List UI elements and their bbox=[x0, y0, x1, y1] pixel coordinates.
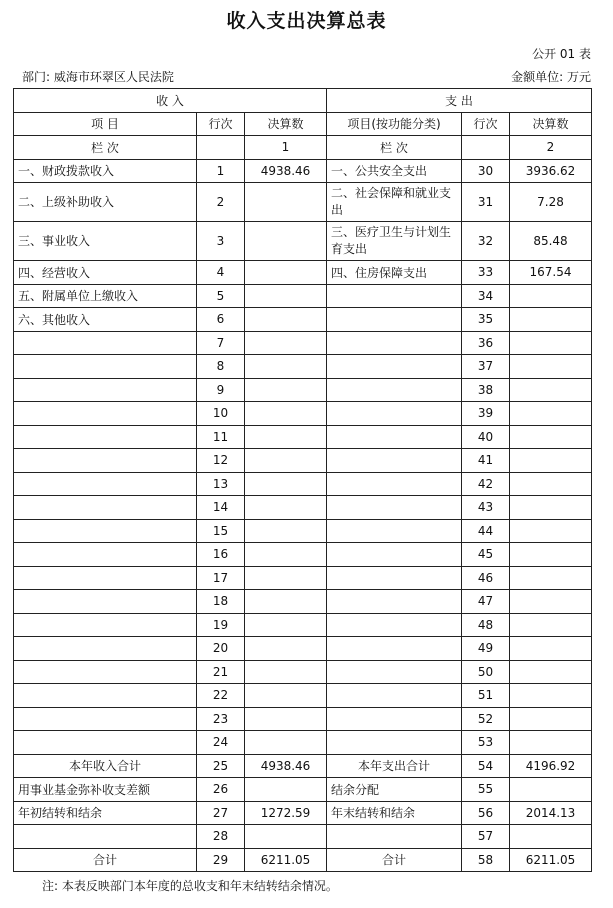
income-item-cell: 合计 bbox=[14, 848, 197, 872]
income-amount-cell: 4938.46 bbox=[245, 159, 327, 183]
table-row bbox=[14, 519, 592, 543]
income-item-cell: 本年收入合计 bbox=[14, 754, 197, 778]
expense-item-cell bbox=[327, 707, 462, 731]
expense-row-number-cell: 51 bbox=[462, 684, 510, 708]
expense-row-number-cell: 41 bbox=[462, 449, 510, 473]
expense-row-number-cell: 43 bbox=[462, 496, 510, 520]
income-item-cell bbox=[14, 449, 197, 473]
section-header-row bbox=[14, 89, 592, 113]
income-row-number-cell: 7 bbox=[197, 331, 245, 355]
table-row bbox=[14, 331, 592, 355]
income-row-number-cell: 15 bbox=[197, 519, 245, 543]
expense-amount-cell bbox=[510, 731, 592, 755]
income-row-number-cell: 21 bbox=[197, 660, 245, 684]
expense-amount-cell bbox=[510, 566, 592, 590]
table-row bbox=[14, 754, 592, 778]
income-amount-cell bbox=[245, 543, 327, 567]
expense-item-cell bbox=[327, 378, 462, 402]
expense-row-number-cell: 57 bbox=[462, 825, 510, 849]
expense-row-number-cell: 58 bbox=[462, 848, 510, 872]
expense-amount-header: 决算数 bbox=[510, 112, 592, 136]
table-row bbox=[14, 731, 592, 755]
expense-item-cell bbox=[327, 613, 462, 637]
expense-item-cell bbox=[327, 684, 462, 708]
income-amount-cell: 4938.46 bbox=[245, 754, 327, 778]
income-row-number-cell: 8 bbox=[197, 355, 245, 379]
expense-amount-cell bbox=[510, 637, 592, 661]
expense-amount-cell bbox=[510, 425, 592, 449]
income-item-cell bbox=[14, 496, 197, 520]
expense-row-number-cell: 36 bbox=[462, 331, 510, 355]
income-amount-cell bbox=[245, 402, 327, 426]
expense-item-cell bbox=[327, 543, 462, 567]
income-amount-cell bbox=[245, 222, 327, 261]
expense-row-number-cell: 33 bbox=[462, 261, 510, 285]
table-row bbox=[14, 261, 592, 285]
table-row bbox=[14, 543, 592, 567]
income-row-number-cell: 22 bbox=[197, 684, 245, 708]
table-row bbox=[14, 355, 592, 379]
expense-section-header: 支 出 bbox=[327, 89, 592, 113]
expense-row-number-cell: 52 bbox=[462, 707, 510, 731]
expense-amount-cell bbox=[510, 519, 592, 543]
table-row bbox=[14, 449, 592, 473]
expense-amount-cell bbox=[510, 378, 592, 402]
expense-item-cell bbox=[327, 825, 462, 849]
income-amount-cell bbox=[245, 331, 327, 355]
income-amount-cell bbox=[245, 684, 327, 708]
income-amount-cell bbox=[245, 355, 327, 379]
income-row-number-cell: 16 bbox=[197, 543, 245, 567]
income-row-number-cell: 25 bbox=[197, 754, 245, 778]
expense-item-cell bbox=[327, 566, 462, 590]
income-amount-cell bbox=[245, 378, 327, 402]
expense-item-cell: 合计 bbox=[327, 848, 462, 872]
income-row-number-cell: 24 bbox=[197, 731, 245, 755]
expense-item-cell: 结余分配 bbox=[327, 778, 462, 802]
table-row bbox=[14, 566, 592, 590]
income-amount-cell bbox=[245, 308, 327, 332]
table-row bbox=[14, 613, 592, 637]
income-amount-cell bbox=[245, 707, 327, 731]
department-label: 部门: 威海市环翠区人民法院 bbox=[22, 70, 174, 84]
table-row bbox=[14, 472, 592, 496]
income-expense-table bbox=[13, 88, 592, 872]
income-amount-cell bbox=[245, 660, 327, 684]
expense-row-number-cell: 37 bbox=[462, 355, 510, 379]
income-item-header: 项 目 bbox=[14, 112, 197, 136]
income-amount-header: 决算数 bbox=[245, 112, 327, 136]
amount-unit-label: 金额单位: 万元 bbox=[511, 70, 591, 84]
income-row-number-cell: 26 bbox=[197, 778, 245, 802]
expense-item-cell bbox=[327, 402, 462, 426]
income-row-number-cell: 19 bbox=[197, 613, 245, 637]
income-item-cell bbox=[14, 707, 197, 731]
income-item-cell bbox=[14, 472, 197, 496]
expense-amount-cell bbox=[510, 684, 592, 708]
income-row-number-cell: 27 bbox=[197, 801, 245, 825]
table-row bbox=[14, 660, 592, 684]
income-item-cell bbox=[14, 590, 197, 614]
expense-item-cell: 四、住房保障支出 bbox=[327, 261, 462, 285]
income-row-number-cell: 5 bbox=[197, 284, 245, 308]
income-row-no-header: 行次 bbox=[197, 112, 245, 136]
income-amount-cell bbox=[245, 590, 327, 614]
income-item-cell bbox=[14, 566, 197, 590]
table-row bbox=[14, 308, 592, 332]
footnote: 注: 本表反映部门本年度的总收支和年末结转结余情况。 bbox=[42, 879, 338, 893]
income-item-cell: 三、事业收入 bbox=[14, 222, 197, 261]
income-amount-cell bbox=[245, 519, 327, 543]
income-item-cell bbox=[14, 378, 197, 402]
income-item-cell: 五、附属单位上缴收入 bbox=[14, 284, 197, 308]
income-row-number-cell: 20 bbox=[197, 637, 245, 661]
income-item-cell bbox=[14, 425, 197, 449]
expense-amount-cell bbox=[510, 613, 592, 637]
expense-amount-cell bbox=[510, 707, 592, 731]
expense-item-cell bbox=[327, 425, 462, 449]
form-number: 公开 01 表 bbox=[532, 47, 591, 61]
income-row-number-cell: 17 bbox=[197, 566, 245, 590]
expense-item-cell bbox=[327, 590, 462, 614]
expense-amount-cell bbox=[510, 449, 592, 473]
expense-row-number-cell: 47 bbox=[462, 590, 510, 614]
expense-row-number-cell: 30 bbox=[462, 159, 510, 183]
income-item-cell: 六、其他收入 bbox=[14, 308, 197, 332]
table-row bbox=[14, 183, 592, 222]
income-item-cell bbox=[14, 543, 197, 567]
expense-amount-cell bbox=[510, 543, 592, 567]
income-row-number-cell: 28 bbox=[197, 825, 245, 849]
expense-item-cell bbox=[327, 308, 462, 332]
income-amount-cell: 1272.59 bbox=[245, 801, 327, 825]
expense-amount-cell bbox=[510, 496, 592, 520]
income-item-cell bbox=[14, 331, 197, 355]
expense-row-number-cell: 34 bbox=[462, 284, 510, 308]
expense-item-cell bbox=[327, 331, 462, 355]
expense-row-number-cell: 44 bbox=[462, 519, 510, 543]
income-row-number-cell: 29 bbox=[197, 848, 245, 872]
income-row-number-cell: 13 bbox=[197, 472, 245, 496]
income-item-cell bbox=[14, 613, 197, 637]
income-amount-cell bbox=[245, 284, 327, 308]
expense-amount-cell: 6211.05 bbox=[510, 848, 592, 872]
income-item-cell: 用事业基金弥补收支差额 bbox=[14, 778, 197, 802]
income-item-cell: 年初结转和结余 bbox=[14, 801, 197, 825]
expense-row-number-cell: 56 bbox=[462, 801, 510, 825]
expense-item-cell bbox=[327, 284, 462, 308]
expense-item-cell bbox=[327, 660, 462, 684]
column-header-row bbox=[14, 112, 592, 136]
expense-amount-cell: 4196.92 bbox=[510, 754, 592, 778]
expense-amount-cell bbox=[510, 331, 592, 355]
income-row-number-cell: 11 bbox=[197, 425, 245, 449]
income-item-cell bbox=[14, 402, 197, 426]
expense-item-cell: 二、社会保障和就业支出 bbox=[327, 183, 462, 222]
expense-column-index: 2 bbox=[510, 136, 592, 160]
expense-item-cell bbox=[327, 519, 462, 543]
income-item-cell: 一、财政拨款收入 bbox=[14, 159, 197, 183]
expense-amount-cell bbox=[510, 284, 592, 308]
income-item-cell bbox=[14, 825, 197, 849]
expense-amount-cell bbox=[510, 472, 592, 496]
table-row bbox=[14, 778, 592, 802]
income-row-number-cell: 3 bbox=[197, 222, 245, 261]
expense-item-cell: 年末结转和结余 bbox=[327, 801, 462, 825]
table-row bbox=[14, 801, 592, 825]
income-amount-cell: 6211.05 bbox=[245, 848, 327, 872]
expense-row-number-cell: 53 bbox=[462, 731, 510, 755]
table-row bbox=[14, 402, 592, 426]
expense-amount-cell: 85.48 bbox=[510, 222, 592, 261]
income-column-index: 1 bbox=[245, 136, 327, 160]
expense-amount-cell bbox=[510, 825, 592, 849]
table-row bbox=[14, 590, 592, 614]
expense-row-number-cell: 48 bbox=[462, 613, 510, 637]
income-amount-cell bbox=[245, 566, 327, 590]
expense-amount-cell bbox=[510, 778, 592, 802]
expense-row-number-cell: 42 bbox=[462, 472, 510, 496]
expense-row-number-cell: 55 bbox=[462, 778, 510, 802]
income-column-label: 栏 次 bbox=[14, 136, 197, 160]
income-amount-cell bbox=[245, 496, 327, 520]
table-row bbox=[14, 684, 592, 708]
expense-row-number-cell: 45 bbox=[462, 543, 510, 567]
expense-item-cell: 三、医疗卫生与计划生育支出 bbox=[327, 222, 462, 261]
income-item-cell bbox=[14, 684, 197, 708]
expense-row-number-cell: 46 bbox=[462, 566, 510, 590]
expense-row-number-cell: 38 bbox=[462, 378, 510, 402]
income-row-number-cell: 12 bbox=[197, 449, 245, 473]
table-row bbox=[14, 284, 592, 308]
expense-item-cell bbox=[327, 472, 462, 496]
expense-row-number-cell: 50 bbox=[462, 660, 510, 684]
table-row bbox=[14, 159, 592, 183]
expense-row-number-cell: 54 bbox=[462, 754, 510, 778]
income-amount-cell bbox=[245, 778, 327, 802]
expense-column-label: 栏 次 bbox=[327, 136, 462, 160]
income-row-number-cell: 14 bbox=[197, 496, 245, 520]
income-amount-cell bbox=[245, 825, 327, 849]
income-row-number-cell: 9 bbox=[197, 378, 245, 402]
expense-amount-cell: 7.28 bbox=[510, 183, 592, 222]
income-row-number-cell: 1 bbox=[197, 159, 245, 183]
income-amount-cell bbox=[245, 637, 327, 661]
income-item-cell bbox=[14, 355, 197, 379]
table-row bbox=[14, 496, 592, 520]
expense-row-number-cell: 49 bbox=[462, 637, 510, 661]
income-row-number-cell: 10 bbox=[197, 402, 245, 426]
expense-item-cell bbox=[327, 496, 462, 520]
expense-item-cell bbox=[327, 731, 462, 755]
table-row bbox=[14, 425, 592, 449]
expense-item-header: 项目(按功能分类) bbox=[327, 112, 462, 136]
income-row-number-cell: 6 bbox=[197, 308, 245, 332]
income-amount-cell bbox=[245, 731, 327, 755]
empty-cell bbox=[462, 136, 510, 160]
expense-amount-cell bbox=[510, 660, 592, 684]
expense-item-cell bbox=[327, 449, 462, 473]
income-amount-cell bbox=[245, 261, 327, 285]
table-row bbox=[14, 222, 592, 261]
income-amount-cell bbox=[245, 449, 327, 473]
expense-item-cell bbox=[327, 355, 462, 379]
expense-amount-cell bbox=[510, 308, 592, 332]
expense-row-no-header: 行次 bbox=[462, 112, 510, 136]
table-row bbox=[14, 378, 592, 402]
expense-amount-cell: 167.54 bbox=[510, 261, 592, 285]
income-amount-cell bbox=[245, 425, 327, 449]
income-amount-cell bbox=[245, 183, 327, 222]
column-index-row bbox=[14, 136, 592, 160]
income-amount-cell bbox=[245, 613, 327, 637]
income-item-cell bbox=[14, 731, 197, 755]
table-row bbox=[14, 848, 592, 872]
page-title: 收入支出决算总表 bbox=[226, 10, 387, 32]
expense-item-cell: 本年支出合计 bbox=[327, 754, 462, 778]
expense-item-cell bbox=[327, 637, 462, 661]
income-row-number-cell: 4 bbox=[197, 261, 245, 285]
expense-row-number-cell: 32 bbox=[462, 222, 510, 261]
income-row-number-cell: 18 bbox=[197, 590, 245, 614]
income-item-cell bbox=[14, 637, 197, 661]
expense-amount-cell: 3936.62 bbox=[510, 159, 592, 183]
empty-cell bbox=[197, 136, 245, 160]
expense-amount-cell bbox=[510, 590, 592, 614]
income-row-number-cell: 2 bbox=[197, 183, 245, 222]
table-row bbox=[14, 825, 592, 849]
income-item-cell: 四、经营收入 bbox=[14, 261, 197, 285]
expense-row-number-cell: 40 bbox=[462, 425, 510, 449]
expense-row-number-cell: 31 bbox=[462, 183, 510, 222]
table-row bbox=[14, 637, 592, 661]
expense-amount-cell: 2014.13 bbox=[510, 801, 592, 825]
income-section-header: 收 入 bbox=[14, 89, 327, 113]
expense-amount-cell bbox=[510, 355, 592, 379]
expense-row-number-cell: 35 bbox=[462, 308, 510, 332]
expense-row-number-cell: 39 bbox=[462, 402, 510, 426]
expense-item-cell: 一、公共安全支出 bbox=[327, 159, 462, 183]
income-item-cell bbox=[14, 519, 197, 543]
table-row bbox=[14, 707, 592, 731]
income-row-number-cell: 23 bbox=[197, 707, 245, 731]
income-amount-cell bbox=[245, 472, 327, 496]
expense-amount-cell bbox=[510, 402, 592, 426]
income-item-cell bbox=[14, 660, 197, 684]
income-item-cell: 二、上级补助收入 bbox=[14, 183, 197, 222]
